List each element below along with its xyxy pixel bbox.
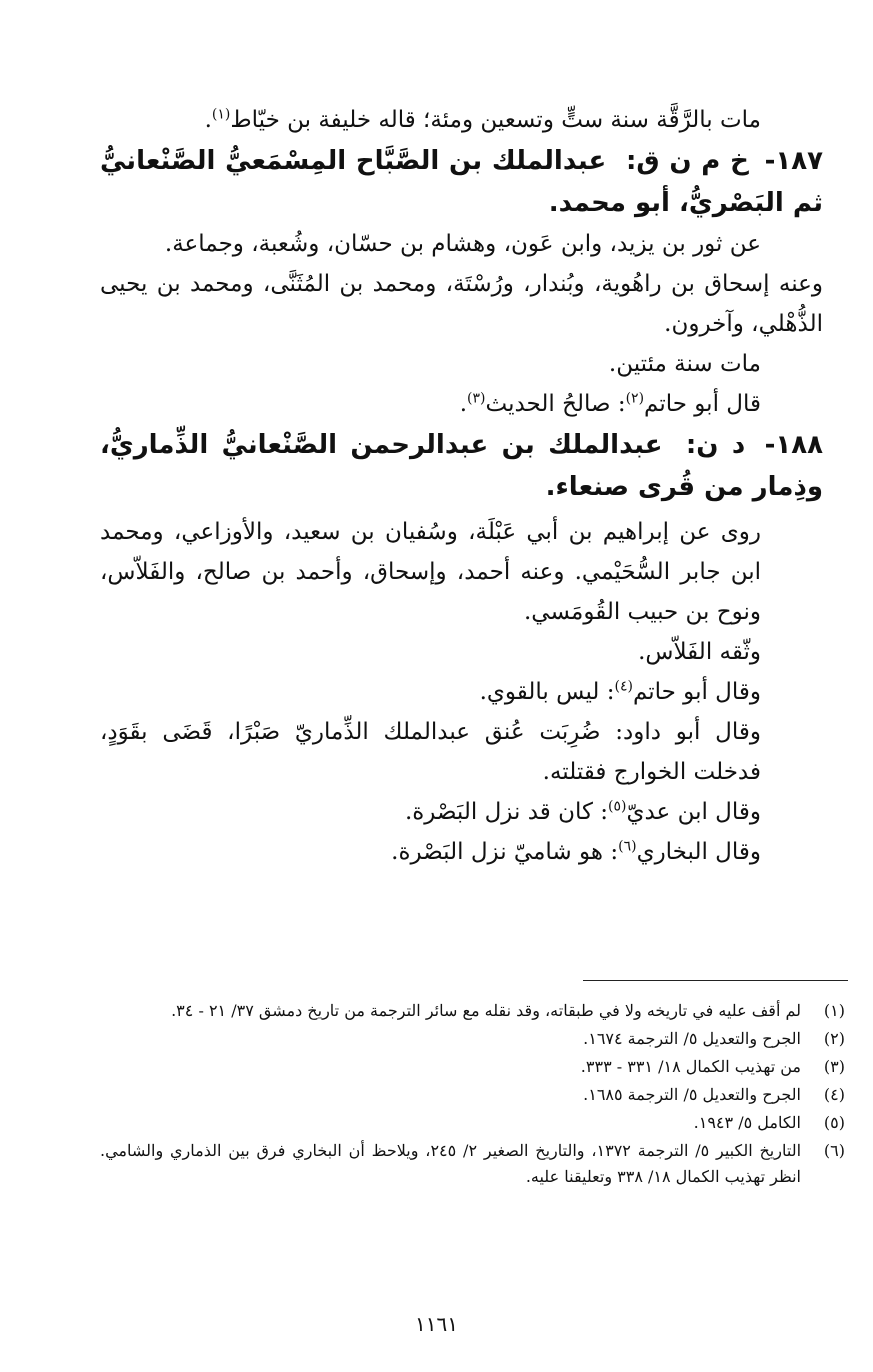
entry-name: عبدالملك بن الصَّبَّاح المِسْمَعيُّ الصَّنْعانيُّ ثم البَصْريُّ، أبو محمد. — [100, 146, 823, 218]
quote-intro: قال أبو حاتم — [644, 391, 761, 417]
footnote-separator — [583, 980, 848, 981]
footnote-ref: (٥) — [607, 798, 627, 815]
footnote-number: (١) — [823, 1001, 845, 1020]
quote-text: : هو شاميّ نزل البَصْرة. — [391, 839, 619, 865]
footnote-ref: (٣) — [467, 390, 486, 407]
paragraph-text: مات بالرَّقَّة سنة ستٍّ وتسعين ومئة؛ قاله خليفة بن خيّاط — [230, 107, 761, 133]
entry-188-narrators: روى عن إبراهيم بن أبي عَبْلَة، وسُفيان بن سعيد، والأوزاعي، ومحمد ابن جابر السُّحَيْمي. وعنه أحمد، وإسحاق، وأحمد بن صالح، والفَلاّس، ونوح بن حبيب القُومَسي. — [100, 519, 761, 625]
entry-187-narrators-from: عن ثور بن يزيد، وابن عَون، وهشام بن حسّان، وشُعبة، وجماعة. — [164, 231, 761, 257]
footnote — [100, 1054, 845, 1080]
quote-intro: وقال أبو حاتم — [632, 679, 761, 705]
quote-text: : كان قد نزل البَصْرة. — [404, 799, 608, 825]
footnote-text: التاريخ الكبير ٥/ الترجمة ١٣٧٢، والتاريخ الصغير ٢/ ٢٤٥، ويلاحظ أن البخاري فرق بين الذماري والشامي. انظر تهذيب الكمال ١٨/ ٣٣٨ وتعليقنا عليه. — [100, 1141, 802, 1186]
footnote-number: (٣) — [823, 1057, 845, 1076]
entry-187-narrators-to: وعنه إسحاق بن راهُوية، وبُندار، ورُسْتَة، ومحمد بن المُثَنَّى، ومحمد بن يحيى الذُّهْلي، وآخرون. — [100, 271, 823, 337]
main-text — [100, 100, 823, 872]
paragraph-death-note — [100, 100, 823, 140]
footnote — [100, 1110, 845, 1136]
quote-intro: وقال البخاري — [636, 839, 761, 865]
entry-188-bukhari — [100, 832, 823, 872]
entry-number: ١٨٧- — [764, 146, 823, 176]
footnote-text: الجرح والتعديل ٥/ الترجمة ١٦٨٥. — [583, 1085, 801, 1104]
entry-name: عبدالملك بن عبدالرحمن الصَّنْعانيُّ الذِّماريُّ، وذِمار من قُرى صنعاء. — [100, 430, 823, 502]
footnote-ref: (٤) — [614, 678, 633, 695]
footnote-number: (٢) — [823, 1029, 845, 1048]
entry-codes: د ن: — [685, 430, 746, 460]
quote-text: : ليس بالقوي. — [479, 679, 615, 705]
footnote-text: من تهذيب الكمال ١٨/ ٣٣١ - ٣٣٣. — [580, 1057, 801, 1076]
quote-intro: وقال ابن عديّ — [626, 799, 761, 825]
entry-heading-187 — [100, 140, 823, 224]
entry-188-thiqa: وثّقه الفَلاّس. — [638, 639, 761, 665]
footnote-text: الكامل ٥/ ١٩٤٣. — [693, 1113, 801, 1132]
footnote-ref: (٦) — [618, 838, 637, 855]
footnote — [100, 998, 845, 1024]
quote-end: . — [459, 391, 468, 417]
footnote-ref: (٢) — [625, 390, 645, 407]
footnote-number: (٥) — [823, 1113, 845, 1132]
footnote-number: (٦) — [823, 1141, 845, 1160]
entry-188-abuhatim — [100, 672, 823, 712]
entry-heading-188 — [100, 424, 823, 508]
footnote-text: لم أقف عليه في تاريخه ولا في طبقاته، وقد نقله مع سائر الترجمة من تاريخ دمشق ٣٧/ ٢١ - ٣٤. — [171, 1001, 801, 1020]
paragraph-end: . — [204, 107, 212, 133]
footnote-number: (٤) — [823, 1085, 845, 1104]
entry-187-abuhatim — [100, 384, 823, 424]
footnote — [100, 1138, 845, 1190]
footnote — [100, 1082, 845, 1108]
entry-188-abudawud: وقال أبو داود: ضُرِبَت عُنق عبدالملك الذِّماريّ صَبْرًا، قَضَى بقَوَدٍ، فدخلت الخوارج فقتلته. — [100, 719, 761, 785]
entry-188-ibnadi — [100, 792, 823, 832]
entry-number: ١٨٨- — [764, 430, 823, 460]
quote-text: : صالحُ الحديث — [485, 391, 626, 417]
footnote — [100, 1026, 845, 1052]
entry-codes: خ م ن ق: — [625, 146, 749, 176]
footnote-ref: (١) — [211, 106, 231, 123]
footnotes — [100, 998, 845, 1192]
footnote-text: الجرح والتعديل ٥/ الترجمة ١٦٧٤. — [583, 1029, 801, 1048]
entry-187-death: مات سنة مئتين. — [608, 351, 761, 377]
page-number: ١١٦١ — [415, 1312, 458, 1336]
